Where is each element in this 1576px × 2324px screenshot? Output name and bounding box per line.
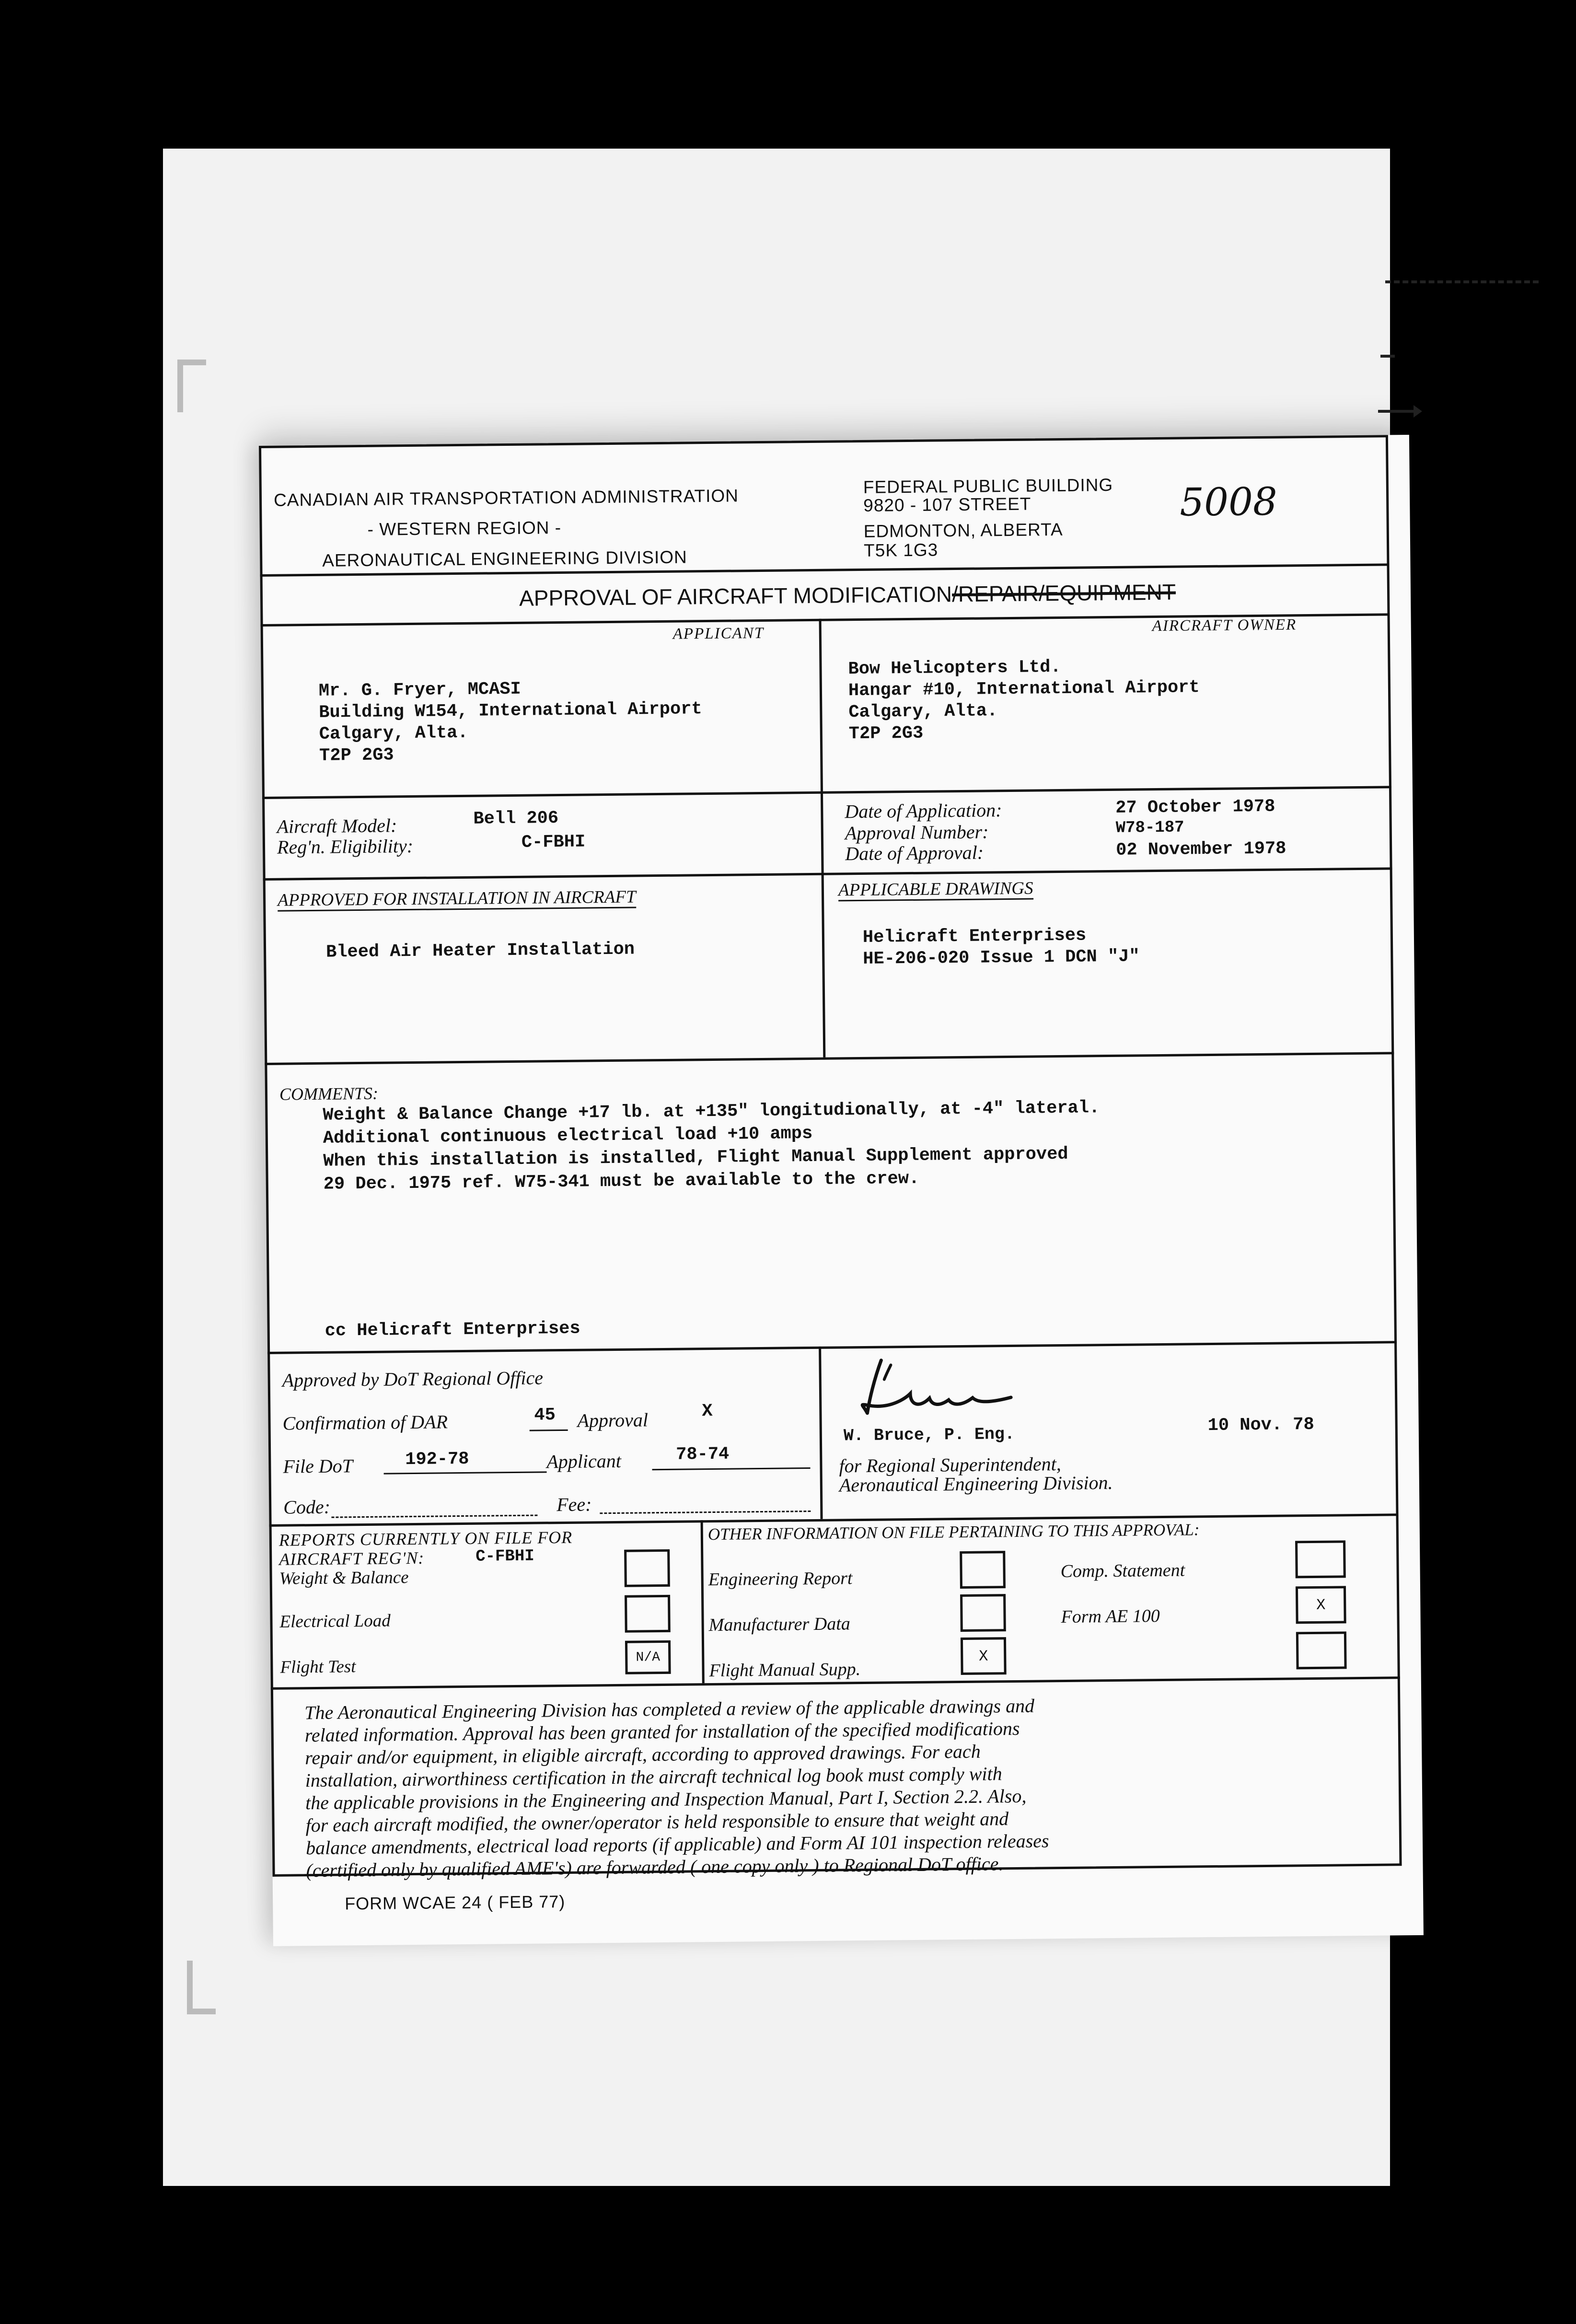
edge-tick-mark [1380,355,1395,358]
registration-arrow-icon [1378,410,1416,413]
approval-mark: X [702,1401,713,1422]
owner-line-3: Calgary, Alta. [848,701,998,723]
comp-statement-checkbox[interactable] [1295,1540,1346,1578]
applicant-line-3: Calgary, Alta. [319,722,468,744]
corner-mark-bottom-left-h [187,2009,216,2014]
application-date-label: Date of Application: [845,799,1002,823]
corner-mark-top-left-h [177,360,206,365]
notice-line: related information. Approval has been granted for installation of the specified modifications [304,1717,1020,1746]
comments-line-4: 29 Dec. 1975 ref. W75-341 must be available to the crew. [323,1168,920,1195]
signature-for-line-2: Aeronautical Engineering Division. [839,1471,1113,1496]
notice-paragraph [304,1691,1390,1882]
aircraft-model-label: Aircraft Model: [277,814,397,837]
address-line-2: 9820 - 107 STREET [863,494,1031,515]
owner-line-4: T2P 2G3 [848,723,924,744]
aircraft-model-value: Bell 206 [473,808,559,829]
other-comp-statement: Comp. Statement [1060,1560,1185,1582]
dar-value: 45 [534,1405,556,1426]
address-line-4: T5K 1G3 [863,540,939,560]
file-dot-value: 192-78 [405,1449,469,1470]
weight-balance-checkbox[interactable] [624,1549,670,1587]
corner-mark-top-left [177,360,183,412]
drawings-line-1: Helicraft Enterprises [862,925,1087,948]
comments-label: COMMENTS: [279,1083,379,1104]
signature-for-line-1: for Regional Superintendent, [839,1453,1061,1477]
form-id: FORM WCAE 24 ( FEB 77) [345,1892,566,1914]
other-engineering-report: Engineering Report [708,1568,853,1590]
comments-line-3: When this installation is installed, Flight Manual Supplement approved [323,1144,1068,1172]
registration-dash-line [1385,280,1539,283]
approval-date-value: 02 November 1978 [1115,838,1286,860]
signature-name: W. Bruce, P. Eng. [843,1424,1015,1446]
notice-line: balance amendments, electrical load reports (if applicable) and Form AI 101 inspection releases [305,1830,1049,1859]
notice-line: repair and/or equipment, in eligible aircraft, according to approved drawings. For each [305,1740,981,1769]
address-line-1: FEDERAL PUBLIC BUILDING [863,475,1113,497]
fee-label: Fee: [556,1493,592,1516]
owner-label: AIRCRAFT OWNER [1152,616,1297,635]
applicant-line-2: Building W154, International Airport [319,699,702,723]
other-info-label: OTHER INFORMATION ON FILE PERTAINING TO THIS APPROVAL: [707,1520,1200,1544]
drawings-line-2: HE-206-020 Issue 1 DCN "J" [863,946,1140,969]
applicant-number-value: 78-74 [676,1444,730,1465]
approval-number-label: Approval Number: [845,821,989,844]
confirmation-label: Confirmation of DAR [282,1411,448,1434]
flight-test-checkbox[interactable]: N/A [625,1640,671,1674]
code-label: Code: [283,1496,331,1518]
address-line-3: EDMONTON, ALBERTA [863,519,1063,541]
applicant-line-4: T2P 2G3 [319,745,394,766]
reports-reg-value: C-FBHI [475,1547,534,1566]
reports-label-line-2: AIRCRAFT REG'N: [279,1548,425,1569]
file-dot-label: File DoT [283,1455,353,1477]
notice-line: (certified only by qualified AME's) are forwarded ( one copy only ) to Regional DoT office. [306,1853,1004,1882]
signature-image [852,1349,1035,1438]
comments-line-2: Additional continuous electrical load +10 amps [323,1123,813,1149]
applicant-label: APPLICANT [672,624,765,643]
applicant-name: Mr. G. Fryer, MCASI [318,679,521,701]
corner-mark-bottom-left [187,1961,193,2013]
other-form-ae-100: Form AE 100 [1061,1606,1160,1627]
installation-value: Bleed Air Heater Installation [325,939,635,963]
electrical-load-checkbox[interactable] [625,1595,671,1633]
approval-number-value: W78-187 [1115,818,1184,837]
approved-by-label: Approved by DoT Regional Office [282,1367,544,1391]
notice-line: for each aircraft modified, the owner/operator is held responsible to ensure that weight and [305,1808,1009,1836]
blank-checkbox[interactable] [1296,1631,1347,1669]
reports-weight-balance: Weight & Balance [279,1568,409,1589]
eligibility-value: C-FBHI [521,832,586,853]
comments-cc: cc Helicraft Enterprises [324,1318,580,1341]
other-flight-manual-supp: Flight Manual Supp. [709,1659,861,1681]
owner-name: Bow Helicopters Ltd. [848,657,1061,680]
approval-date-label: Date of Approval: [845,841,984,865]
agency-line-1: CANADIAN AIR TRANSPORTATION ADMINISTRATION [273,486,739,510]
comments-line-1: Weight & Balance Change +17 lb. at +135" longitudionally, at -4" lateral. [323,1098,1100,1126]
application-date-value: 27 October 1978 [1115,796,1275,818]
notice-line: the applicable provisions in the Engineering and Inspection Manual, Part I, Section 2.2. Also, [305,1785,1027,1814]
agency-line-2: - WESTERN REGION - [367,517,562,539]
notice-line: The Aeronautical Engineering Division has completed a review of the applicable drawings and [304,1695,1035,1724]
other-manufacturer-data: Manufacturer Data [708,1614,851,1636]
flight-manual-supp-checkbox[interactable]: X [961,1637,1007,1675]
approval-label: Approval [577,1409,649,1431]
form-title-main: APPROVAL OF AIRCRAFT MODIFICATION [519,581,952,611]
form-ae-100-checkbox[interactable]: X [1296,1586,1346,1624]
notice-line: installation, airworthiness certification in the aircraft technical log book must comply with [305,1763,1002,1791]
agency-line-3: AERONAUTICAL ENGINEERING DIVISION [322,547,687,570]
manufacturer-data-checkbox[interactable] [960,1594,1006,1632]
applicant-number-label: Applicant [546,1450,622,1473]
engineering-report-checkbox[interactable] [960,1551,1006,1589]
eligibility-label: Reg'n. Eligibility: [277,835,414,858]
form-title-struck: /REPAIR/EQUIPMENT [951,579,1176,607]
handwritten-file-number: 5008 [1179,479,1278,525]
form-title [519,581,1176,609]
installation-label: APPROVED FOR INSTALLATION IN AIRCRAFT [278,888,636,911]
reports-flight-test: Flight Test [280,1657,356,1677]
owner-line-2: Hangar #10, International Airport [848,677,1200,701]
drawings-label: APPLICABLE DRAWINGS [838,880,1033,902]
reports-electrical-load: Electrical Load [279,1611,391,1632]
signature-date: 10 Nov. 78 [1207,1414,1314,1436]
reports-label-line-1: REPORTS CURRENTLY ON FILE FOR [278,1527,573,1550]
approval-form [259,435,1424,1946]
